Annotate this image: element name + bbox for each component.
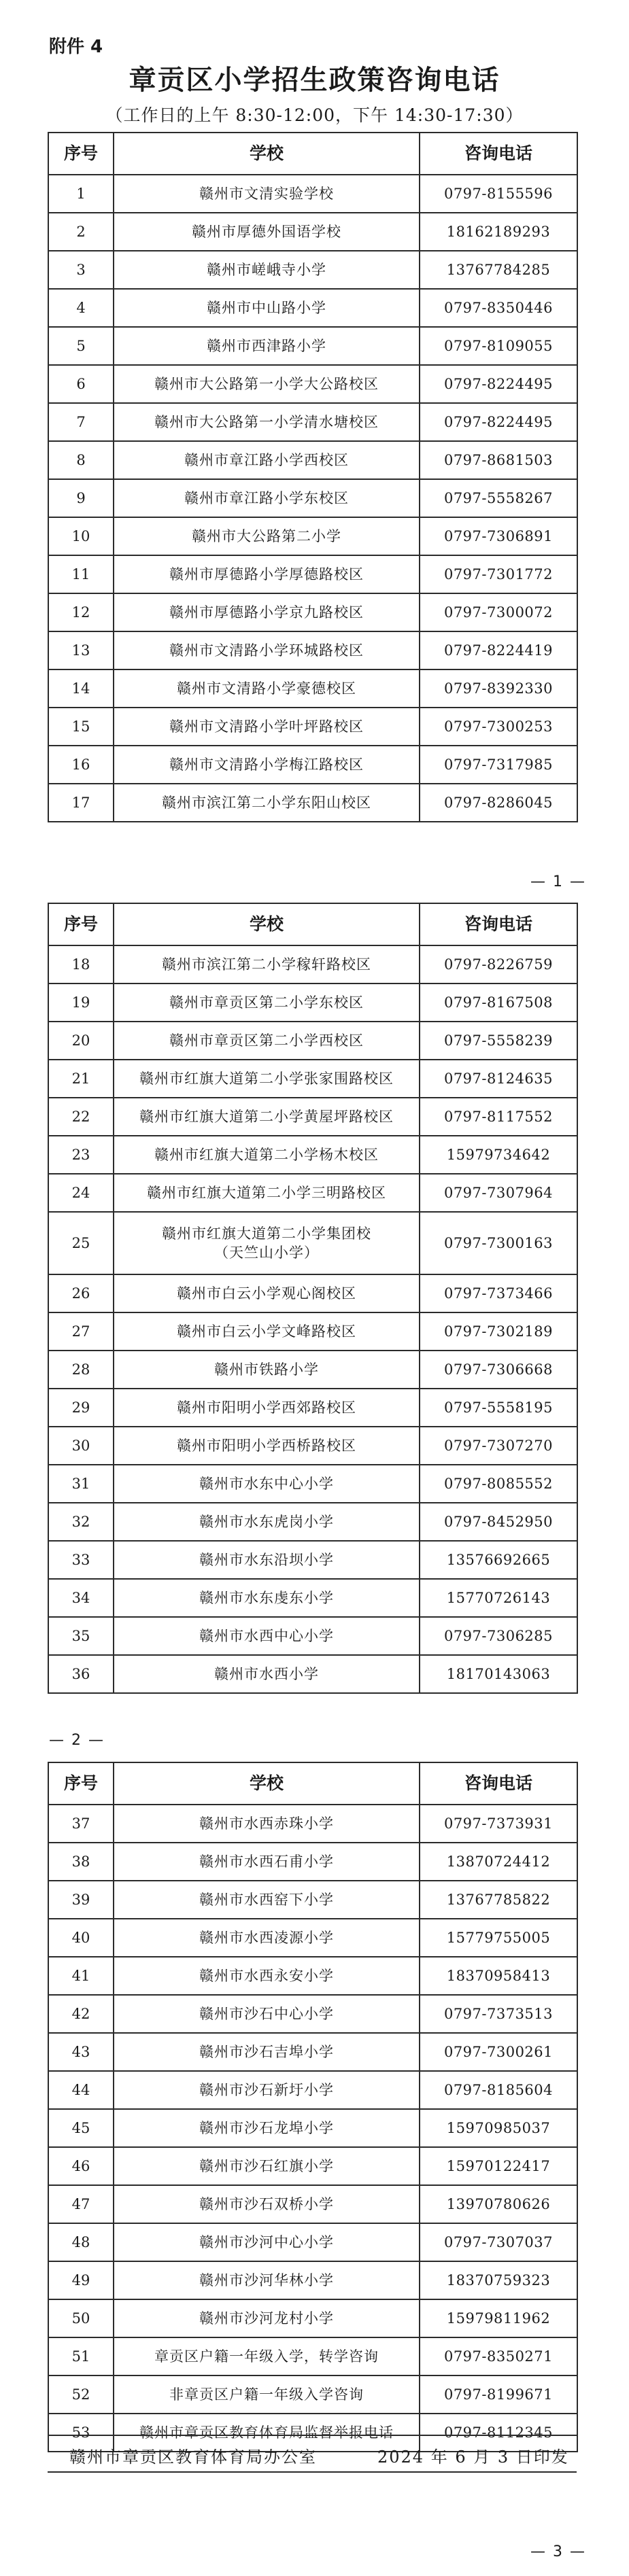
- table-row: [48, 1881, 577, 1919]
- table-row: [48, 479, 577, 517]
- row-index: 7: [48, 403, 114, 441]
- row-index: 5: [48, 327, 114, 365]
- row-school: 赣州市沙石龙埠小学: [114, 2109, 420, 2147]
- row-index: 44: [48, 2071, 114, 2109]
- row-school: 赣州市大公路第二小学: [114, 517, 420, 555]
- table-row: [48, 517, 577, 555]
- row-phone: 13576692665: [420, 1541, 577, 1579]
- row-index: 26: [48, 1274, 114, 1312]
- row-phone: 0797-8452950: [420, 1503, 577, 1541]
- table-row: [48, 1212, 577, 1274]
- row-index: 29: [48, 1389, 114, 1427]
- table-row: [48, 2337, 577, 2375]
- row-school-line1: 赣州市红旗大道第二小学集团校: [162, 1225, 371, 1242]
- table-row: [48, 2185, 577, 2223]
- table-body: [48, 1805, 577, 2452]
- row-school: 非章贡区户籍一年级入学咨询: [114, 2375, 420, 2414]
- row-phone: 0797-8117552: [420, 1098, 577, 1136]
- row-phone: 0797-8350446: [420, 289, 577, 327]
- row-index: 6: [48, 365, 114, 403]
- hotline-table-page-1: [48, 132, 578, 822]
- row-phone: 0797-8224495: [420, 365, 577, 403]
- row-phone: 0797-8392330: [420, 669, 577, 708]
- table-header-row: [48, 903, 577, 945]
- table-row: [48, 708, 577, 746]
- header-phone: 咨询电话: [420, 1762, 577, 1805]
- row-index: 47: [48, 2185, 114, 2223]
- table-row: [48, 1022, 577, 1060]
- row-index: 9: [48, 479, 114, 517]
- row-school: 赣州市沙石红旗小学: [114, 2147, 420, 2185]
- row-index: 36: [48, 1655, 114, 1693]
- table-row: [48, 631, 577, 669]
- hotline-table-page-3: [48, 1762, 578, 2452]
- row-school: 赣州市水东虎岗小学: [114, 1503, 420, 1541]
- page-subtitle: （工作日的上午 8:30-12:00，下午 14:30-17:30）: [105, 105, 524, 125]
- table-row: [48, 1919, 577, 1957]
- row-phone: 0797-8681503: [420, 441, 577, 479]
- row-phone: 0797-7373513: [420, 1995, 577, 2033]
- row-school: 赣州市章江路小学东校区: [114, 479, 420, 517]
- row-phone: 0797-7306668: [420, 1351, 577, 1389]
- row-school: 赣州市文清路小学环城路校区: [114, 631, 420, 669]
- row-phone: 0797-8199671: [420, 2375, 577, 2414]
- row-phone: 0797-7302189: [420, 1312, 577, 1351]
- row-school: 赣州市水西中心小学: [114, 1617, 420, 1655]
- row-school: 赣州市章贡区第二小学东校区: [114, 984, 420, 1022]
- row-school: 赣州市白云小学观心阁校区: [114, 1274, 420, 1312]
- row-index: 51: [48, 2337, 114, 2375]
- table-row: [48, 2261, 577, 2299]
- row-index: 22: [48, 1098, 114, 1136]
- row-phone: 13970780626: [420, 2185, 577, 2223]
- row-phone: 0797-7373931: [420, 1805, 577, 1843]
- row-school: 赣州市水东沿坝小学: [114, 1541, 420, 1579]
- table-row: [48, 1617, 577, 1655]
- row-school: 赣州市红旗大道第二小学杨木校区: [114, 1136, 420, 1174]
- page-title: 章贡区小学招生政策咨询电话: [129, 64, 500, 96]
- table-row: [48, 1995, 577, 2033]
- row-index: 35: [48, 1617, 114, 1655]
- header-phone: 咨询电话: [420, 903, 577, 945]
- row-school: 赣州市白云小学文峰路校区: [114, 1312, 420, 1351]
- row-index: 21: [48, 1060, 114, 1098]
- row-phone: 0797-7307270: [420, 1427, 577, 1465]
- table-row: [48, 365, 577, 403]
- table-row: [48, 945, 577, 984]
- row-phone: 0797-8109055: [420, 327, 577, 365]
- row-school: 赣州市沙石吉埠小学: [114, 2033, 420, 2071]
- row-index: 38: [48, 1843, 114, 1881]
- table-row: [48, 2071, 577, 2109]
- row-phone: 0797-5558195: [420, 1389, 577, 1427]
- table-header-row: [48, 133, 577, 175]
- row-school: 赣州市滨江第二小学东阳山校区: [114, 784, 420, 822]
- row-school: [114, 1212, 420, 1274]
- row-school: 赣州市中山路小学: [114, 289, 420, 327]
- row-index: 4: [48, 289, 114, 327]
- row-phone: 0797-5558267: [420, 479, 577, 517]
- row-index: 1: [48, 175, 114, 213]
- row-school: 赣州市章贡区教育体育局监督举报电话: [114, 2414, 420, 2452]
- row-index: 46: [48, 2147, 114, 2185]
- row-phone: 15979811962: [420, 2299, 577, 2337]
- table-row: [48, 2109, 577, 2147]
- row-school: 赣州市水西小学: [114, 1655, 420, 1693]
- row-index: 31: [48, 1465, 114, 1503]
- row-index: 52: [48, 2375, 114, 2414]
- header-index: 序号: [48, 903, 114, 945]
- row-index: 50: [48, 2299, 114, 2337]
- table-row: [48, 1541, 577, 1579]
- row-phone: 0797-5558239: [420, 1022, 577, 1060]
- header-school: 学校: [114, 133, 420, 175]
- row-index: 3: [48, 251, 114, 289]
- row-school: 赣州市西津路小学: [114, 327, 420, 365]
- row-phone: 15970122417: [420, 2147, 577, 2185]
- table-row: [48, 441, 577, 479]
- row-phone: 0797-8224495: [420, 403, 577, 441]
- table-row: [48, 1957, 577, 1995]
- row-phone: 15770726143: [420, 1579, 577, 1617]
- row-index: 33: [48, 1541, 114, 1579]
- header-index: 序号: [48, 133, 114, 175]
- table-row: [48, 175, 577, 213]
- row-index: 24: [48, 1174, 114, 1212]
- row-school: 赣州市文清实验学校: [114, 175, 420, 213]
- header-index: 序号: [48, 1762, 114, 1805]
- row-phone: 0797-8155596: [420, 175, 577, 213]
- table-row: [48, 251, 577, 289]
- row-school: 赣州市水西窑下小学: [114, 1881, 420, 1919]
- table-row: [48, 593, 577, 631]
- row-phone: 0797-7301772: [420, 555, 577, 593]
- row-school: 赣州市沙河中心小学: [114, 2223, 420, 2261]
- row-index: 28: [48, 1351, 114, 1389]
- table-row: [48, 1579, 577, 1617]
- table-row: [48, 2299, 577, 2337]
- row-school: 赣州市沙河华林小学: [114, 2261, 420, 2299]
- row-index: 48: [48, 2223, 114, 2261]
- row-index: 42: [48, 1995, 114, 2033]
- row-school: 赣州市水东中心小学: [114, 1465, 420, 1503]
- row-school: 赣州市滨江第二小学稼轩路校区: [114, 945, 420, 984]
- row-phone: 18162189293: [420, 213, 577, 251]
- row-index: 32: [48, 1503, 114, 1541]
- row-school: 章贡区户籍一年级入学，转学咨询: [114, 2337, 420, 2375]
- page-number-1: — 1 —: [530, 873, 586, 890]
- table-row: [48, 1465, 577, 1503]
- row-phone: 0797-8226759: [420, 945, 577, 984]
- row-index: 23: [48, 1136, 114, 1174]
- row-index: 2: [48, 213, 114, 251]
- footer-rule-bottom: [48, 2471, 577, 2473]
- row-school: 赣州市沙石新圩小学: [114, 2071, 420, 2109]
- row-phone: 0797-8224419: [420, 631, 577, 669]
- page-number-2: — 2 —: [49, 1732, 105, 1749]
- table-row: [48, 1503, 577, 1541]
- table-body: [48, 175, 577, 822]
- row-school: 赣州市水西赤珠小学: [114, 1805, 420, 1843]
- footer-issuer: 赣州市章贡区教育体育局办公室: [69, 2448, 317, 2467]
- row-phone: 0797-7306891: [420, 517, 577, 555]
- row-index: 40: [48, 1919, 114, 1957]
- row-school: 赣州市厚德外国语学校: [114, 213, 420, 251]
- table-row: [48, 1655, 577, 1693]
- row-index: 25: [48, 1212, 114, 1274]
- row-phone: 0797-8085552: [420, 1465, 577, 1503]
- row-index: 34: [48, 1579, 114, 1617]
- table-row: [48, 1312, 577, 1351]
- table-row: [48, 1136, 577, 1174]
- row-phone: 0797-7300163: [420, 1212, 577, 1274]
- row-phone: 0797-8350271: [420, 2337, 577, 2375]
- row-school: 赣州市厚德路小学厚德路校区: [114, 555, 420, 593]
- row-phone: 13767785822: [420, 1881, 577, 1919]
- row-index: 14: [48, 669, 114, 708]
- row-school: 赣州市水东虔东小学: [114, 1579, 420, 1617]
- row-school: 赣州市大公路第一小学大公路校区: [114, 365, 420, 403]
- row-phone: 13767784285: [420, 251, 577, 289]
- row-index: 20: [48, 1022, 114, 1060]
- row-index: 12: [48, 593, 114, 631]
- table-row: [48, 1389, 577, 1427]
- row-phone: 0797-7307037: [420, 2223, 577, 2261]
- table-row: [48, 746, 577, 784]
- row-phone: 0797-8185604: [420, 2071, 577, 2109]
- row-school: 赣州市沙河龙村小学: [114, 2299, 420, 2337]
- row-school: 赣州市章贡区第二小学西校区: [114, 1022, 420, 1060]
- row-index: 11: [48, 555, 114, 593]
- row-phone: 0797-7300072: [420, 593, 577, 631]
- table-row: [48, 289, 577, 327]
- table-header-row: [48, 1762, 577, 1805]
- row-school: 赣州市红旗大道第二小学张家围路校区: [114, 1060, 420, 1098]
- row-index: 13: [48, 631, 114, 669]
- row-phone: 15779755005: [420, 1919, 577, 1957]
- table-row: [48, 984, 577, 1022]
- table-row: [48, 1843, 577, 1881]
- footer-rule-top: [48, 2435, 577, 2436]
- row-phone: 0797-8286045: [420, 784, 577, 822]
- row-index: 53: [48, 2414, 114, 2452]
- header-school: 学校: [114, 903, 420, 945]
- row-school: 赣州市沙石中心小学: [114, 1995, 420, 2033]
- row-index: 30: [48, 1427, 114, 1465]
- table-row: [48, 2223, 577, 2261]
- row-school: 赣州市红旗大道第二小学黄屋坪路校区: [114, 1098, 420, 1136]
- table-row: [48, 2147, 577, 2185]
- table-row: [48, 2375, 577, 2414]
- table-row: [48, 213, 577, 251]
- row-phone: 18370759323: [420, 2261, 577, 2299]
- table-row: [48, 403, 577, 441]
- row-school: 赣州市厚德路小学京九路校区: [114, 593, 420, 631]
- row-index: 41: [48, 1957, 114, 1995]
- table-row: [48, 784, 577, 822]
- row-phone: 18170143063: [420, 1655, 577, 1693]
- row-index: 10: [48, 517, 114, 555]
- table-row: [48, 1805, 577, 1843]
- row-index: 18: [48, 945, 114, 984]
- row-phone: 0797-7373466: [420, 1274, 577, 1312]
- table-row: [48, 1427, 577, 1465]
- hotline-table-page-2: [48, 903, 578, 1694]
- table-row: [48, 327, 577, 365]
- row-phone: 0797-7307964: [420, 1174, 577, 1212]
- table-row: [48, 669, 577, 708]
- table-row: [48, 2033, 577, 2071]
- row-phone: 13870724412: [420, 1843, 577, 1881]
- table-row: [48, 1174, 577, 1212]
- row-phone: 0797-7317985: [420, 746, 577, 784]
- row-school: 赣州市红旗大道第二小学三明路校区: [114, 1174, 420, 1212]
- row-index: 17: [48, 784, 114, 822]
- row-school: 赣州市阳明小学西郊路校区: [114, 1389, 420, 1427]
- attachment-label: 附件 4: [49, 37, 103, 57]
- row-school: 赣州市水西石甫小学: [114, 1843, 420, 1881]
- row-phone: 0797-8124635: [420, 1060, 577, 1098]
- table-row: [48, 555, 577, 593]
- row-index: 45: [48, 2109, 114, 2147]
- row-phone: 0797-7300261: [420, 2033, 577, 2071]
- row-index: 16: [48, 746, 114, 784]
- footer-date: 2024 年 6 月 3 日印发: [377, 2448, 569, 2467]
- row-school: 赣州市水西凌源小学: [114, 1919, 420, 1957]
- row-school: 赣州市铁路小学: [114, 1351, 420, 1389]
- row-index: 8: [48, 441, 114, 479]
- row-index: 15: [48, 708, 114, 746]
- row-index: 43: [48, 2033, 114, 2071]
- row-index: 27: [48, 1312, 114, 1351]
- row-school: 赣州市大公路第一小学清水塘校区: [114, 403, 420, 441]
- row-phone: 18370958413: [420, 1957, 577, 1995]
- row-school: 赣州市文清路小学豪德校区: [114, 669, 420, 708]
- row-school: 赣州市阳明小学西桥路校区: [114, 1427, 420, 1465]
- row-index: 39: [48, 1881, 114, 1919]
- row-school: 赣州市文清路小学梅江路校区: [114, 746, 420, 784]
- row-index: 49: [48, 2261, 114, 2299]
- row-phone: 0797-8112345: [420, 2414, 577, 2452]
- row-phone: 0797-7300253: [420, 708, 577, 746]
- row-school: 赣州市嵯峨寺小学: [114, 251, 420, 289]
- row-school: 赣州市沙石双桥小学: [114, 2185, 420, 2223]
- page-number-3: — 3 —: [530, 2543, 586, 2560]
- table-row: [48, 1351, 577, 1389]
- row-phone: 15970985037: [420, 2109, 577, 2147]
- row-school-line2: （天竺山小学）: [214, 1245, 319, 1261]
- row-phone: 0797-8167508: [420, 984, 577, 1022]
- row-school: 赣州市章江路小学西校区: [114, 441, 420, 479]
- row-index: 19: [48, 984, 114, 1022]
- header-phone: 咨询电话: [420, 133, 577, 175]
- row-school: 赣州市水西永安小学: [114, 1957, 420, 1995]
- table-body: [48, 945, 577, 1693]
- row-phone: 15979734642: [420, 1136, 577, 1174]
- table-row: [48, 1060, 577, 1098]
- row-phone: 0797-7306285: [420, 1617, 577, 1655]
- table-row: [48, 1274, 577, 1312]
- row-school: 赣州市文清路小学叶坪路校区: [114, 708, 420, 746]
- row-index: 37: [48, 1805, 114, 1843]
- header-school: 学校: [114, 1762, 420, 1805]
- table-row: [48, 1098, 577, 1136]
